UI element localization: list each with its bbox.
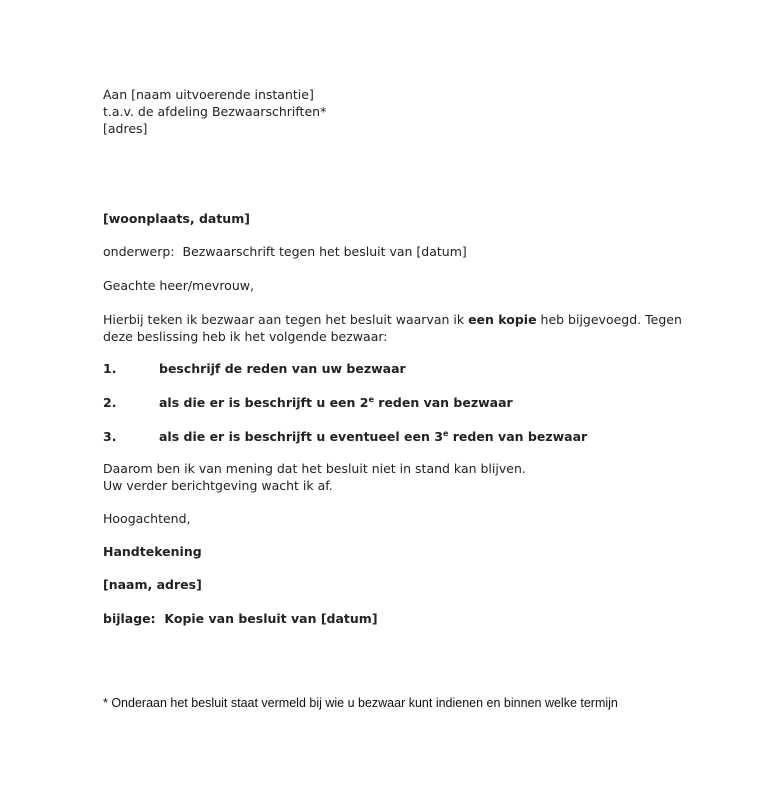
recipient-address bbox=[103, 86, 326, 137]
reason-item-3 bbox=[103, 428, 587, 445]
salutation: Geachte heer/mevrouw, bbox=[103, 278, 254, 293]
intro-line-2: deze beslissing heb ik het volgende bezwaar: bbox=[103, 329, 388, 344]
reason-text bbox=[159, 395, 513, 410]
reason-number: 2. bbox=[103, 395, 117, 410]
recipient-line-1: Aan [naam uitvoerende instantie] bbox=[103, 87, 314, 102]
attachment-line bbox=[103, 610, 378, 627]
reason-number: 3. bbox=[103, 429, 117, 444]
ordinal-superscript: e bbox=[368, 395, 374, 404]
reason-number: 1. bbox=[103, 361, 117, 376]
reason-text-before: als die er is beschrijft u eventueel een 3 bbox=[159, 429, 443, 444]
conclusion-line-2: Uw verder berichtgeving wacht ik af. bbox=[103, 478, 333, 493]
reason-text-after: reden van bezwaar bbox=[448, 429, 588, 444]
reason-text-after: reden van bezwaar bbox=[373, 395, 513, 410]
recipient-line-2: t.a.v. de afdeling Bezwaarschriften* bbox=[103, 104, 327, 119]
reason-text: beschrijf de reden van uw bezwaar bbox=[159, 361, 406, 376]
reason-item-2 bbox=[103, 394, 513, 411]
subject-label: onderwerp: bbox=[103, 244, 175, 259]
conclusion-paragraph bbox=[103, 460, 526, 494]
name-address: [naam, adres] bbox=[103, 577, 202, 592]
attachment-text: Kopie van besluit van [datum] bbox=[164, 611, 378, 626]
recipient-line-3: [adres] bbox=[103, 121, 148, 136]
subject-line bbox=[103, 243, 467, 260]
signature-label: Handtekening bbox=[103, 544, 202, 559]
reason-text-before: als die er is beschrijft u een 2 bbox=[159, 395, 369, 410]
ordinal-superscript: e bbox=[442, 429, 449, 438]
intro-paragraph bbox=[103, 311, 682, 345]
intro-text-part2: heb bijgevoegd. Tegen bbox=[536, 312, 682, 327]
closing: Hoogachtend, bbox=[103, 511, 191, 526]
attachment-label: bijlage: bbox=[103, 611, 156, 626]
subject-text: Bezwaarschrift tegen het besluit van [datum] bbox=[182, 244, 467, 259]
intro-line-1 bbox=[103, 311, 682, 328]
footnote: * Onderaan het besluit staat vermeld bij wie u bezwaar kunt indienen en binnen welke termijn bbox=[103, 696, 618, 710]
letter-document bbox=[103, 0, 703, 800]
reason-item-1 bbox=[103, 360, 406, 377]
conclusion-line-1: Daarom ben ik van mening dat het besluit niet in stand kan blijven. bbox=[103, 461, 526, 476]
place-date: [woonplaats, datum] bbox=[103, 211, 250, 226]
intro-text-part1: Hierbij teken ik bezwaar aan tegen het besluit waarvan ik bbox=[103, 312, 469, 327]
reason-text bbox=[159, 429, 587, 444]
intro-bold-text: een kopie bbox=[468, 312, 537, 327]
